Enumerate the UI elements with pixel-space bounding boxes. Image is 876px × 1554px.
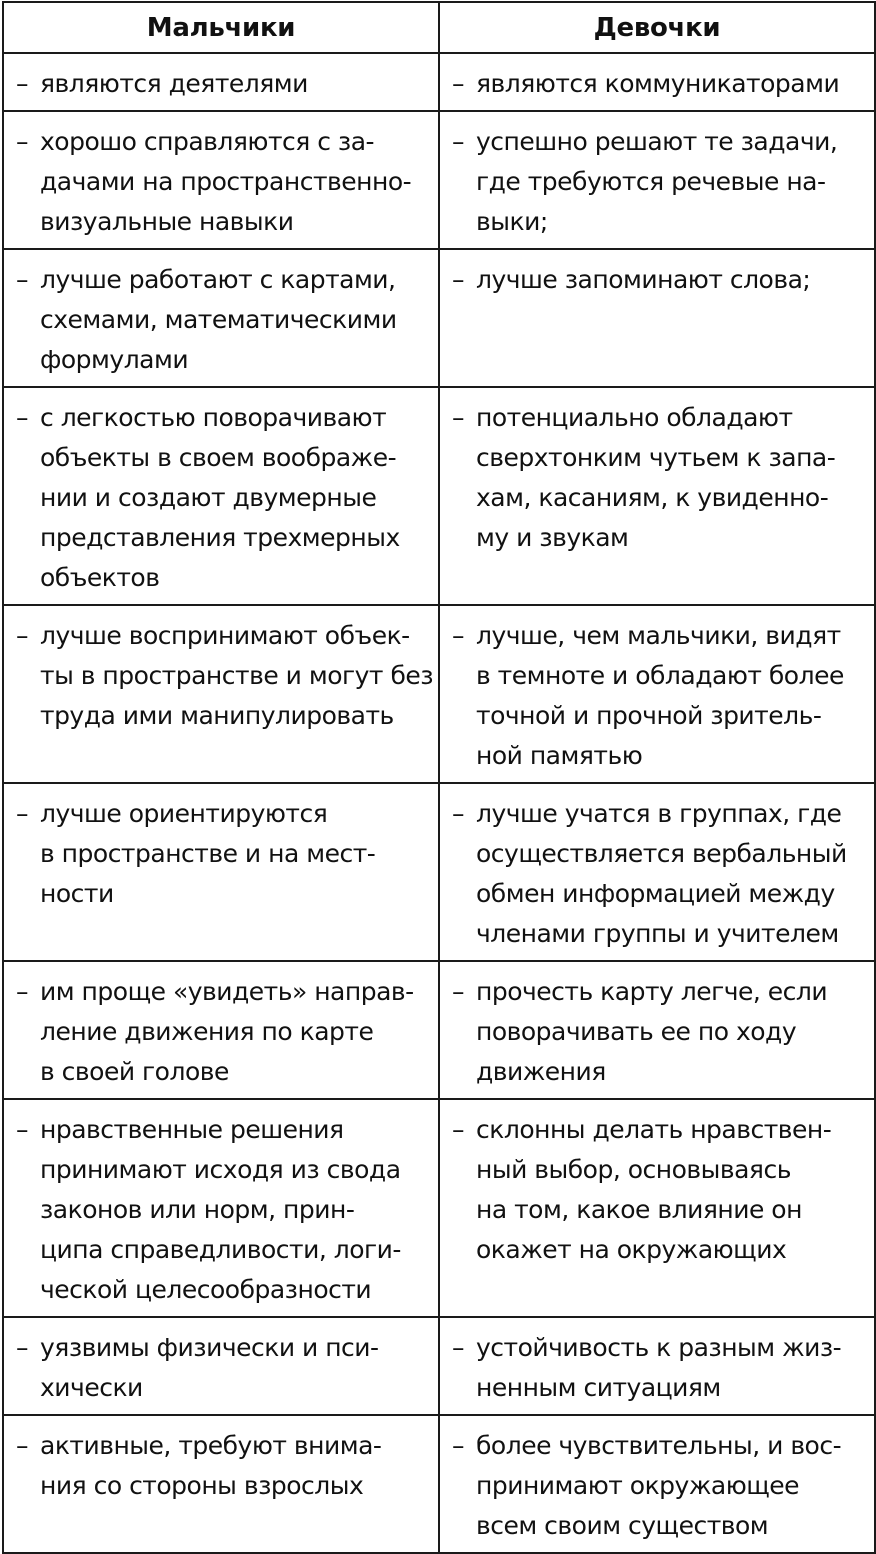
- list-dash: –: [16, 265, 28, 294]
- list-dash: –: [16, 127, 28, 156]
- text-line: лучше ориентируются: [40, 799, 328, 828]
- list-dash: –: [16, 1333, 28, 1362]
- cell-text: [476, 1328, 868, 1408]
- list-dash: –: [16, 1115, 28, 1144]
- cell-text: [476, 972, 868, 1092]
- cell-girls: [439, 53, 875, 111]
- cell-girls: [439, 111, 875, 249]
- text-line: с легкостью поворачивают: [40, 403, 387, 432]
- cell-girls: [439, 249, 875, 387]
- cell-content: [4, 606, 438, 742]
- list-dash: –: [16, 403, 28, 432]
- text-line: склонны делать нравствен-: [476, 1115, 832, 1144]
- text-line: дачами на пространственно-: [40, 167, 412, 196]
- cell-content: [440, 606, 874, 782]
- cell-text: [40, 616, 433, 736]
- list-dash: –: [452, 1115, 464, 1144]
- text-line: ципа справедливости, логи-: [40, 1235, 401, 1264]
- cell-content: [4, 54, 438, 110]
- text-line: являются коммуникаторами: [476, 69, 840, 98]
- cell-content: [440, 1318, 874, 1414]
- table-row: [3, 1317, 875, 1415]
- text-line: где требуются речевые на-: [476, 167, 826, 196]
- cell-boys: [3, 783, 439, 961]
- header-row: [3, 2, 875, 53]
- text-line: объектов: [40, 563, 160, 592]
- cell-content: [4, 1416, 438, 1512]
- text-line: ческой целесообразности: [40, 1275, 372, 1304]
- text-line: в своей голове: [40, 1057, 229, 1086]
- list-dash: –: [16, 977, 28, 1006]
- text-line: окажет на окружающих: [476, 1235, 787, 1264]
- cell-content: [440, 250, 874, 306]
- cell-content: [440, 388, 874, 564]
- table-body: [3, 53, 875, 1553]
- cell-girls: [439, 605, 875, 783]
- table-row: [3, 605, 875, 783]
- cell-content: [4, 962, 438, 1098]
- list-dash: –: [16, 799, 28, 828]
- text-line: представления трехмерных: [40, 523, 400, 552]
- table-row: [3, 249, 875, 387]
- cell-boys: [3, 1317, 439, 1415]
- cell-text: [476, 122, 868, 242]
- cell-girls: [439, 961, 875, 1099]
- cell-content: [440, 54, 874, 110]
- text-line: успешно решают те задачи,: [476, 127, 838, 156]
- text-line: ности: [40, 879, 114, 908]
- text-line: им проще «увидеть» направ-: [40, 977, 414, 1006]
- cell-text: [40, 122, 432, 242]
- text-line: выки;: [476, 207, 548, 236]
- cell-content: [440, 962, 874, 1098]
- text-line: потенциально обладают: [476, 403, 793, 432]
- text-line: лучше работают с картами,: [40, 265, 396, 294]
- text-line: нии и создают двумерные: [40, 483, 377, 512]
- cell-boys: [3, 111, 439, 249]
- table-row: [3, 387, 875, 605]
- table-header: [3, 2, 875, 53]
- text-line: лучше запоминают слова;: [476, 265, 811, 294]
- cell-text: [40, 1426, 432, 1506]
- text-line: осуществляется вербальный: [476, 839, 847, 868]
- list-dash: –: [452, 69, 464, 98]
- text-line: членами группы и учителем: [476, 919, 839, 948]
- text-line: хорошо справляются с за-: [40, 127, 375, 156]
- cell-content: [440, 1416, 874, 1552]
- text-line: нравственные решения: [40, 1115, 344, 1144]
- text-line: формулами: [40, 345, 189, 374]
- cell-text: [476, 398, 868, 558]
- text-line: труда ими манипулировать: [40, 701, 394, 730]
- cell-content: [4, 388, 438, 604]
- text-line: хически: [40, 1373, 143, 1402]
- cell-text: [40, 794, 432, 914]
- text-line: объекты в своем воображе-: [40, 443, 397, 472]
- cell-text: [40, 260, 432, 380]
- comparison-table: [2, 1, 876, 1554]
- cell-content: [4, 250, 438, 386]
- text-line: визуальные навыки: [40, 207, 294, 236]
- cell-content: [440, 112, 874, 248]
- cell-text: [40, 1110, 432, 1310]
- cell-text: [40, 64, 432, 104]
- text-line: в пространстве и на мест-: [40, 839, 376, 868]
- cell-boys: [3, 605, 439, 783]
- cell-content: [4, 1318, 438, 1414]
- text-line: ненным ситуациям: [476, 1373, 721, 1402]
- cell-boys: [3, 1099, 439, 1317]
- list-dash: –: [16, 621, 28, 650]
- text-line: поворачивать ее по ходу: [476, 1017, 797, 1046]
- table-row: [3, 961, 875, 1099]
- list-dash: –: [16, 69, 28, 98]
- table-row: [3, 1099, 875, 1317]
- text-line: принимают исходя из свода: [40, 1155, 401, 1184]
- cell-content: [440, 1100, 874, 1276]
- list-dash: –: [452, 621, 464, 650]
- text-line: всем своим существом: [476, 1511, 769, 1540]
- cell-content: [440, 784, 874, 960]
- list-dash: –: [16, 1431, 28, 1460]
- text-line: схемами, математическими: [40, 305, 397, 334]
- text-line: лучше учатся в группах, где: [476, 799, 842, 828]
- cell-text: [476, 1426, 868, 1546]
- list-dash: –: [452, 1333, 464, 1362]
- cell-boys: [3, 387, 439, 605]
- cell-boys: [3, 249, 439, 387]
- cell-text: [476, 1110, 868, 1270]
- text-line: ния со стороны взрослых: [40, 1471, 364, 1500]
- text-line: ный выбор, основываясь: [476, 1155, 791, 1184]
- text-line: в темноте и обладают более: [476, 661, 844, 690]
- list-dash: –: [452, 403, 464, 432]
- header-boys: Мальчики: [3, 2, 439, 53]
- cell-text: [476, 64, 868, 104]
- table-row: [3, 111, 875, 249]
- list-dash: –: [452, 127, 464, 156]
- text-line: лучше воспринимают объек-: [40, 621, 410, 650]
- text-line: движения: [476, 1057, 606, 1086]
- text-line: обмен информацией между: [476, 879, 835, 908]
- text-line: хам, касаниям, к увиденно-: [476, 483, 829, 512]
- text-line: уязвимы физически и пси-: [40, 1333, 379, 1362]
- text-line: на том, какое влияние он: [476, 1195, 802, 1224]
- cell-boys: [3, 1415, 439, 1553]
- text-line: активные, требуют внима-: [40, 1431, 382, 1460]
- list-dash: –: [452, 265, 464, 294]
- cell-content: [4, 1100, 438, 1316]
- cell-content: [4, 112, 438, 248]
- cell-girls: [439, 1099, 875, 1317]
- text-line: ной памятью: [476, 741, 643, 770]
- text-line: устойчивость к разным жиз-: [476, 1333, 842, 1362]
- table-row: [3, 53, 875, 111]
- list-dash: –: [452, 1431, 464, 1460]
- cell-boys: [3, 53, 439, 111]
- cell-girls: [439, 783, 875, 961]
- table-row: [3, 783, 875, 961]
- text-line: точной и прочной зритель-: [476, 701, 822, 730]
- text-line: му и звукам: [476, 523, 629, 552]
- cell-girls: [439, 1317, 875, 1415]
- cell-content: [4, 784, 438, 920]
- text-line: лучше, чем мальчики, видят: [476, 621, 841, 650]
- text-line: законов или норм, прин-: [40, 1195, 355, 1224]
- list-dash: –: [452, 799, 464, 828]
- cell-boys: [3, 961, 439, 1099]
- text-line: прочесть карту легче, если: [476, 977, 828, 1006]
- cell-text: [40, 1328, 432, 1408]
- page: [0, 1, 876, 1540]
- cell-text: [40, 972, 432, 1092]
- list-dash: –: [452, 977, 464, 1006]
- text-line: ты в пространстве и могут без: [40, 661, 434, 690]
- cell-text: [476, 260, 868, 300]
- table-row: [3, 1415, 875, 1553]
- cell-girls: [439, 387, 875, 605]
- cell-text: [476, 616, 868, 776]
- text-line: являются деятелями: [40, 69, 308, 98]
- text-line: ление движения по карте: [40, 1017, 374, 1046]
- cell-text: [40, 398, 432, 598]
- text-line: сверхтонким чутьем к запа-: [476, 443, 836, 472]
- header-girls: Девочки: [439, 2, 875, 53]
- cell-girls: [439, 1415, 875, 1553]
- text-line: более чувствительны, и вос-: [476, 1431, 842, 1460]
- cell-text: [476, 794, 868, 954]
- text-line: принимают окружающее: [476, 1471, 800, 1500]
